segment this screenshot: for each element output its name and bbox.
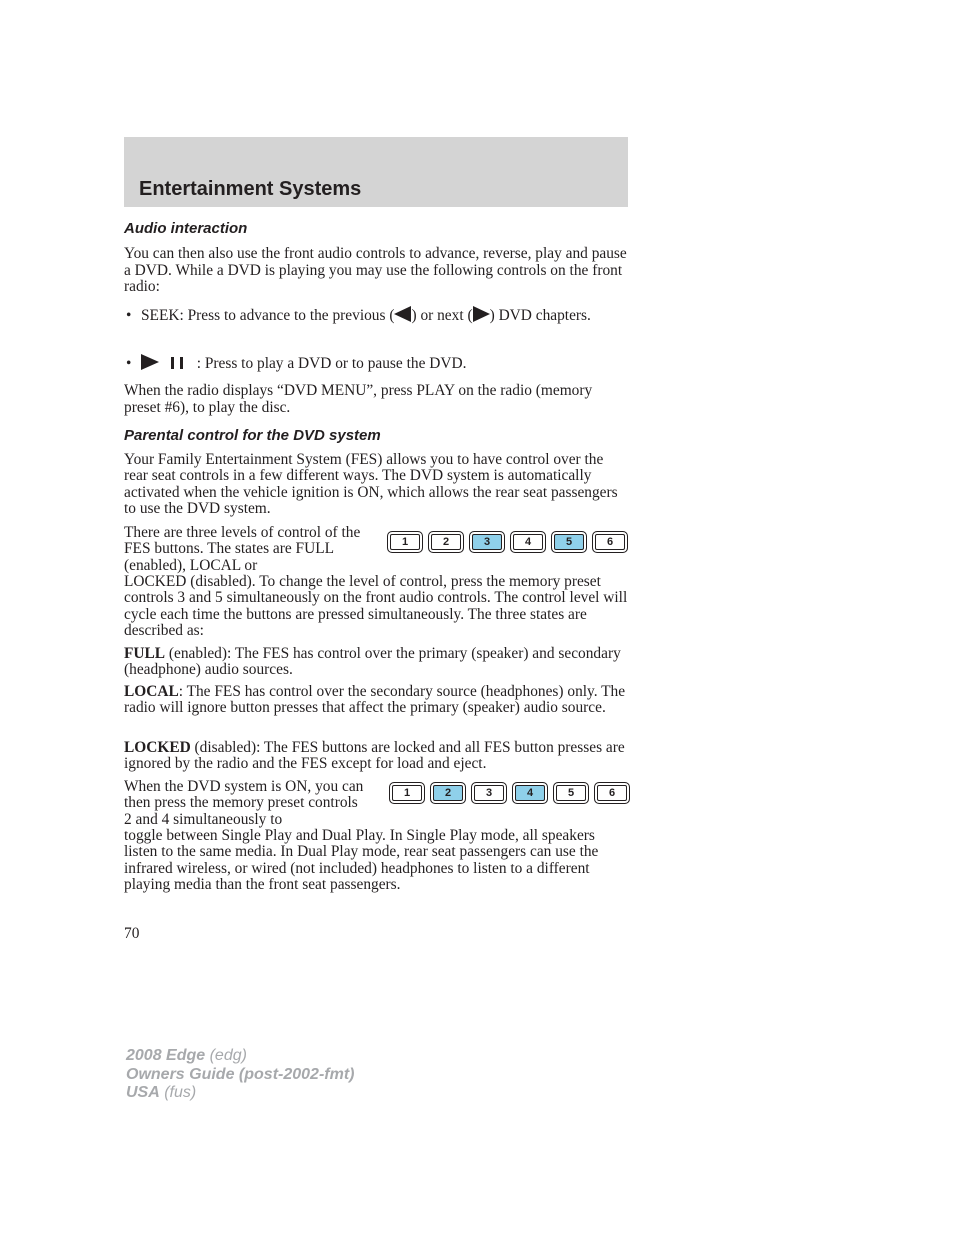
previous-arrow-icon — [394, 306, 411, 322]
footer-line-market — [126, 1084, 354, 1103]
dual-play-paragraph-start: When the DVD system is ON, you can then press the memory preset controls 2 and 4 simultaneously to — [124, 778, 364, 828]
preset-button-6: 6 — [592, 531, 628, 553]
preset-button-5: 5 — [553, 782, 589, 804]
audio-intro-paragraph: You can then also use the front audio controls to advance, reverse, play and pause a DVD. While a DVD is playing you may use the following controls on the front radio: — [124, 245, 627, 295]
preset-button-1: 1 — [387, 531, 423, 553]
dvd-menu-paragraph: When the radio displays “DVD MENU”, press PLAY on the radio (memory preset #6), to play the disc. — [124, 382, 593, 416]
play-pause-bullet — [124, 353, 628, 375]
next-arrow-icon — [473, 306, 490, 322]
preset-buttons-levels — [387, 531, 628, 553]
seek-text-c: ) DVD chapters. — [489, 307, 591, 324]
document-footer — [126, 1047, 354, 1103]
section-header-bar — [124, 137, 628, 207]
parental-intro-paragraph: Your Family Entertainment System (FES) allows you to have control over the rear seat controls in a few different ways. The DVD system is automatically activated when the vehicle ignition is ON, which allows the rear seat passengers to use the DVD system. — [124, 451, 618, 518]
locked-term: LOCKED — [124, 739, 191, 756]
footer-model: 2008 Edge — [126, 1047, 206, 1064]
local-state-paragraph — [124, 684, 628, 717]
preset-button-4: 4 — [512, 782, 548, 804]
levels-paragraph-rest: LOCKED (disabled). To change the level of control, press the memory preset controls 3 and 5 simultaneously on the front audio controls. The control level will cycle each time the buttons are pressed simultaneously. The three states are described as: — [124, 573, 628, 640]
full-state-paragraph — [124, 646, 628, 679]
footer-guide: Owners Guide (post-2002-fmt) — [126, 1065, 355, 1083]
audio-interaction-heading: Audio interaction — [124, 220, 248, 237]
preset-button-2: 2 — [430, 782, 466, 804]
levels-paragraph-start: There are three levels of control of the FES buttons. The states are FULL (enabled), LOCAL or — [124, 524, 361, 574]
bullet-dot: • — [126, 307, 132, 324]
bullet-dot: • — [126, 355, 132, 372]
dual-play-paragraph-rest: toggle between Single Play and Dual Play. In Single Play mode, all speakers listen to the same media. In Dual Play mode, rear seat passengers can use the infrared wireless, or wired (not included) headphones to listen to a different playing media than the front seat passengers. — [124, 827, 599, 894]
footer-market-code: (fus) — [159, 1084, 197, 1101]
footer-market: USA — [126, 1084, 160, 1101]
preset-buttons-dual-play — [389, 782, 630, 804]
seek-bullet — [124, 305, 628, 349]
preset-button-1: 1 — [389, 782, 425, 804]
footer-line-model — [126, 1047, 354, 1066]
preset-button-3: 3 — [469, 531, 505, 553]
preset-button-2: 2 — [428, 531, 464, 553]
play-icon — [141, 354, 161, 370]
seek-text-a: SEEK: Press to advance to the previous ( — [141, 307, 395, 324]
full-term: FULL — [124, 645, 166, 662]
seek-text-b: ) or next ( — [411, 307, 473, 324]
footer-model-code: (edg) — [205, 1047, 247, 1064]
parental-control-heading: Parental control for the DVD system — [124, 427, 381, 444]
full-description: (enabled): The FES has control over the primary (speaker) and secondary (headphone) audio sources. — [124, 645, 621, 679]
locked-state-paragraph — [124, 740, 628, 773]
locked-description: (disabled): The FES buttons are locked and all FES button presses are ignored by the radio and the FES except for load and eject. — [124, 739, 625, 773]
page-number: 70 — [124, 925, 140, 942]
preset-button-4: 4 — [510, 531, 546, 553]
local-description: : The FES has control over the secondary source (headphones) only. The radio will ignore button presses that affect the primary (speaker) audio source. — [124, 683, 626, 717]
preset-button-6: 6 — [594, 782, 630, 804]
preset-button-3: 3 — [471, 782, 507, 804]
section-title: Entertainment Systems — [139, 178, 362, 200]
local-term: LOCAL — [124, 683, 179, 700]
preset-button-5: 5 — [551, 531, 587, 553]
play-pause-text: : Press to play a DVD or to pause the DVD. — [196, 355, 467, 372]
pause-icon — [165, 354, 193, 370]
